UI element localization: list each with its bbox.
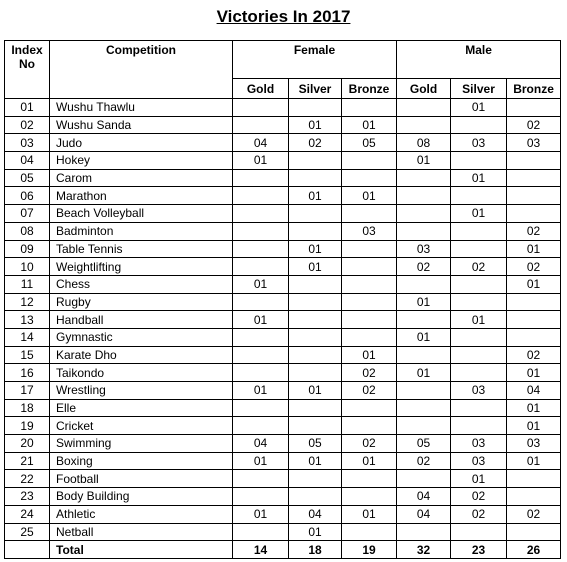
male-gold-cell: 08 <box>397 134 451 152</box>
female-gold-cell: 01 <box>233 275 289 293</box>
female-silver-cell: 01 <box>289 258 342 276</box>
male-bronze-cell: 03 <box>507 134 561 152</box>
male-bronze-cell: 02 <box>507 505 561 523</box>
female-silver-cell <box>289 205 342 223</box>
female-gold-cell <box>233 293 289 311</box>
competition-cell: Wrestling <box>50 382 233 400</box>
table-row <box>5 152 561 170</box>
table-row <box>5 293 561 311</box>
table-row <box>5 187 561 205</box>
female-silver-cell: 02 <box>289 134 342 152</box>
male-gold-cell: 01 <box>397 364 451 382</box>
female-gold-cell <box>233 99 289 117</box>
female-silver-cell <box>289 275 342 293</box>
male-gold-cell: 03 <box>397 240 451 258</box>
female-silver-cell <box>289 399 342 417</box>
male-gold-header: Gold <box>397 79 451 99</box>
index-header: Index No <box>5 41 50 99</box>
male-gold-cell <box>397 205 451 223</box>
male-bronze-cell: 01 <box>507 240 561 258</box>
male-silver-cell: 01 <box>451 99 507 117</box>
table-row <box>5 470 561 488</box>
table-row <box>5 169 561 187</box>
male-silver-cell <box>451 116 507 134</box>
competition-cell: Hokey <box>50 152 233 170</box>
female-gold-cell <box>233 258 289 276</box>
female-silver-cell: 01 <box>289 523 342 541</box>
index-cell: 02 <box>5 116 50 134</box>
index-cell: 05 <box>5 169 50 187</box>
female-silver-header: Silver <box>289 79 342 99</box>
competition-cell: Carom <box>50 169 233 187</box>
female-gold-cell <box>233 328 289 346</box>
female-gold-cell <box>233 364 289 382</box>
female-silver-cell <box>289 99 342 117</box>
index-cell: 19 <box>5 417 50 435</box>
male-silver-cell <box>451 399 507 417</box>
female-bronze-cell: 03 <box>342 222 397 240</box>
female-silver-cell <box>289 346 342 364</box>
table-row <box>5 205 561 223</box>
female-gold-cell <box>233 399 289 417</box>
female-silver-cell <box>289 470 342 488</box>
male-bronze-cell <box>507 470 561 488</box>
female-bronze-cell <box>342 399 397 417</box>
female-gold-cell: 01 <box>233 311 289 329</box>
page-title: Victories In 2017 <box>216 7 351 26</box>
competition-cell: Football <box>50 470 233 488</box>
index-cell: 14 <box>5 328 50 346</box>
index-cell: 13 <box>5 311 50 329</box>
female-gold-cell: 04 <box>233 435 289 453</box>
table-row <box>5 417 561 435</box>
male-gold-cell <box>397 346 451 364</box>
female-silver-cell <box>289 417 342 435</box>
competition-cell: Athletic <box>50 505 233 523</box>
index-cell: 23 <box>5 488 50 506</box>
female-silver-cell <box>289 364 342 382</box>
female-header: Female <box>233 41 397 79</box>
female-gold-cell <box>233 488 289 506</box>
female-bronze-cell: 01 <box>342 187 397 205</box>
competition-cell: Body Building <box>50 488 233 506</box>
competition-cell: Wushu Thawlu <box>50 99 233 117</box>
table-row <box>5 258 561 276</box>
competition-cell: Cricket <box>50 417 233 435</box>
male-bronze-cell <box>507 311 561 329</box>
male-gold-cell <box>397 382 451 400</box>
competition-cell: Rugby <box>50 293 233 311</box>
male-bronze-cell: 02 <box>507 258 561 276</box>
table-row <box>5 240 561 258</box>
table-row <box>5 328 561 346</box>
male-gold-cell <box>397 116 451 134</box>
victories-table <box>4 40 561 559</box>
index-cell: 18 <box>5 399 50 417</box>
female-gold-cell: 01 <box>233 152 289 170</box>
male-silver-cell <box>451 293 507 311</box>
female-bronze-cell <box>342 205 397 223</box>
male-silver-cell: 02 <box>451 258 507 276</box>
male-header: Male <box>397 41 561 79</box>
male-silver-cell <box>451 152 507 170</box>
male-gold-cell: 04 <box>397 505 451 523</box>
index-cell: 16 <box>5 364 50 382</box>
table-row <box>5 346 561 364</box>
male-gold-cell <box>397 311 451 329</box>
male-silver-cell <box>451 328 507 346</box>
female-gold-cell <box>233 187 289 205</box>
competition-cell: Wushu Sanda <box>50 116 233 134</box>
total-female-bronze: 19 <box>342 541 397 559</box>
female-bronze-cell <box>342 311 397 329</box>
female-bronze-cell: 01 <box>342 505 397 523</box>
male-gold-cell <box>397 523 451 541</box>
index-cell: 11 <box>5 275 50 293</box>
male-silver-cell <box>451 187 507 205</box>
male-gold-cell: 01 <box>397 328 451 346</box>
female-bronze-cell <box>342 488 397 506</box>
male-gold-cell <box>397 417 451 435</box>
competition-cell: Judo <box>50 134 233 152</box>
male-bronze-cell: 01 <box>507 452 561 470</box>
female-silver-cell: 01 <box>289 240 342 258</box>
male-gold-cell: 02 <box>397 258 451 276</box>
female-silver-cell <box>289 311 342 329</box>
competition-cell: Handball <box>50 311 233 329</box>
competition-cell: Badminton <box>50 222 233 240</box>
female-gold-cell <box>233 205 289 223</box>
female-bronze-cell <box>342 417 397 435</box>
total-male-silver: 23 <box>451 541 507 559</box>
table-row <box>5 116 561 134</box>
male-gold-cell <box>397 399 451 417</box>
female-bronze-cell <box>342 328 397 346</box>
male-gold-cell: 04 <box>397 488 451 506</box>
competition-cell: Table Tennis <box>50 240 233 258</box>
male-silver-cell <box>451 275 507 293</box>
index-cell: 06 <box>5 187 50 205</box>
female-silver-cell: 01 <box>289 382 342 400</box>
competition-cell: Chess <box>50 275 233 293</box>
male-bronze-cell <box>507 523 561 541</box>
index-cell: 03 <box>5 134 50 152</box>
table-row <box>5 99 561 117</box>
male-silver-cell <box>451 364 507 382</box>
male-bronze-cell: 02 <box>507 346 561 364</box>
total-female-silver: 18 <box>289 541 342 559</box>
male-bronze-cell <box>507 169 561 187</box>
male-silver-header: Silver <box>451 79 507 99</box>
index-cell: 21 <box>5 452 50 470</box>
table-row <box>5 275 561 293</box>
male-bronze-cell <box>507 293 561 311</box>
male-bronze-header: Bronze <box>507 79 561 99</box>
male-silver-cell: 03 <box>451 134 507 152</box>
male-silver-cell: 02 <box>451 488 507 506</box>
female-bronze-cell: 01 <box>342 116 397 134</box>
male-silver-cell: 01 <box>451 169 507 187</box>
table-row <box>5 399 561 417</box>
female-silver-cell <box>289 152 342 170</box>
female-bronze-cell <box>342 523 397 541</box>
female-gold-cell: 01 <box>233 452 289 470</box>
index-cell: 20 <box>5 435 50 453</box>
male-bronze-cell <box>507 152 561 170</box>
female-gold-cell <box>233 222 289 240</box>
female-gold-cell <box>233 346 289 364</box>
male-silver-cell <box>451 417 507 435</box>
male-gold-cell <box>397 187 451 205</box>
index-cell: 01 <box>5 99 50 117</box>
female-silver-cell <box>289 488 342 506</box>
male-silver-cell: 03 <box>451 435 507 453</box>
male-silver-cell <box>451 523 507 541</box>
male-silver-cell: 01 <box>451 470 507 488</box>
index-cell: 22 <box>5 470 50 488</box>
female-gold-header: Gold <box>233 79 289 99</box>
male-gold-cell <box>397 99 451 117</box>
female-gold-cell: 01 <box>233 505 289 523</box>
female-silver-cell <box>289 293 342 311</box>
table-row <box>5 382 561 400</box>
total-male-gold: 32 <box>397 541 451 559</box>
female-bronze-cell <box>342 169 397 187</box>
male-bronze-cell: 02 <box>507 116 561 134</box>
competition-cell: Karate Dho <box>50 346 233 364</box>
male-gold-cell: 02 <box>397 452 451 470</box>
female-bronze-cell <box>342 293 397 311</box>
competition-cell: Gymnastic <box>50 328 233 346</box>
male-silver-cell: 01 <box>451 311 507 329</box>
competition-cell: Beach Volleyball <box>50 205 233 223</box>
male-gold-cell <box>397 275 451 293</box>
male-gold-cell: 05 <box>397 435 451 453</box>
female-silver-cell: 01 <box>289 452 342 470</box>
male-bronze-cell: 01 <box>507 364 561 382</box>
competition-cell: Weightlifting <box>50 258 233 276</box>
table-row <box>5 488 561 506</box>
female-gold-cell <box>233 470 289 488</box>
table-row <box>5 311 561 329</box>
table-row <box>5 452 561 470</box>
total-male-bronze: 26 <box>507 541 561 559</box>
male-bronze-cell <box>507 187 561 205</box>
female-bronze-cell <box>342 240 397 258</box>
male-bronze-cell: 01 <box>507 417 561 435</box>
female-silver-cell <box>289 222 342 240</box>
total-female-gold: 14 <box>233 541 289 559</box>
female-bronze-cell: 01 <box>342 452 397 470</box>
index-cell: 04 <box>5 152 50 170</box>
male-gold-cell <box>397 470 451 488</box>
female-bronze-header: Bronze <box>342 79 397 99</box>
female-bronze-cell <box>342 99 397 117</box>
male-silver-cell: 01 <box>451 205 507 223</box>
total-row <box>5 541 561 559</box>
male-gold-cell <box>397 222 451 240</box>
competition-cell: Taikondo <box>50 364 233 382</box>
female-bronze-cell: 05 <box>342 134 397 152</box>
male-bronze-cell: 03 <box>507 435 561 453</box>
female-gold-cell: 04 <box>233 134 289 152</box>
table-row <box>5 134 561 152</box>
female-silver-cell <box>289 328 342 346</box>
index-cell: 10 <box>5 258 50 276</box>
female-silver-cell: 05 <box>289 435 342 453</box>
female-silver-cell <box>289 169 342 187</box>
male-bronze-cell <box>507 205 561 223</box>
female-bronze-cell: 02 <box>342 364 397 382</box>
total-index-cell <box>5 541 50 559</box>
index-cell: 08 <box>5 222 50 240</box>
male-bronze-cell <box>507 328 561 346</box>
male-silver-cell <box>451 346 507 364</box>
female-gold-cell <box>233 240 289 258</box>
table-row <box>5 523 561 541</box>
male-bronze-cell: 01 <box>507 275 561 293</box>
table-row <box>5 222 561 240</box>
competition-cell: Netball <box>50 523 233 541</box>
index-cell: 07 <box>5 205 50 223</box>
competition-cell: Boxing <box>50 452 233 470</box>
male-gold-cell: 01 <box>397 152 451 170</box>
table-body <box>5 99 561 541</box>
female-bronze-cell <box>342 258 397 276</box>
male-silver-cell: 03 <box>451 452 507 470</box>
male-bronze-cell: 02 <box>507 222 561 240</box>
total-label: Total <box>50 541 233 559</box>
female-bronze-cell <box>342 275 397 293</box>
competition-cell: Elle <box>50 399 233 417</box>
table-row <box>5 364 561 382</box>
table-row <box>5 505 561 523</box>
male-gold-cell: 01 <box>397 293 451 311</box>
female-silver-cell: 04 <box>289 505 342 523</box>
index-cell: 24 <box>5 505 50 523</box>
female-bronze-cell: 02 <box>342 382 397 400</box>
male-bronze-cell: 01 <box>507 399 561 417</box>
female-bronze-cell <box>342 152 397 170</box>
female-gold-cell <box>233 523 289 541</box>
female-gold-cell <box>233 116 289 134</box>
index-cell: 15 <box>5 346 50 364</box>
male-bronze-cell <box>507 488 561 506</box>
table-row <box>5 435 561 453</box>
male-bronze-cell: 04 <box>507 382 561 400</box>
female-bronze-cell <box>342 470 397 488</box>
male-silver-cell <box>451 222 507 240</box>
male-bronze-cell <box>507 99 561 117</box>
male-silver-cell: 03 <box>451 382 507 400</box>
index-cell: 17 <box>5 382 50 400</box>
female-gold-cell <box>233 169 289 187</box>
male-gold-cell <box>397 169 451 187</box>
male-silver-cell <box>451 240 507 258</box>
index-cell: 12 <box>5 293 50 311</box>
female-bronze-cell: 01 <box>342 346 397 364</box>
female-gold-cell <box>233 417 289 435</box>
competition-cell: Marathon <box>50 187 233 205</box>
male-silver-cell: 02 <box>451 505 507 523</box>
competition-header: Competition <box>50 41 233 99</box>
female-bronze-cell: 02 <box>342 435 397 453</box>
competition-cell: Swimming <box>50 435 233 453</box>
female-silver-cell: 01 <box>289 187 342 205</box>
index-cell: 09 <box>5 240 50 258</box>
index-cell: 25 <box>5 523 50 541</box>
female-silver-cell: 01 <box>289 116 342 134</box>
female-gold-cell: 01 <box>233 382 289 400</box>
